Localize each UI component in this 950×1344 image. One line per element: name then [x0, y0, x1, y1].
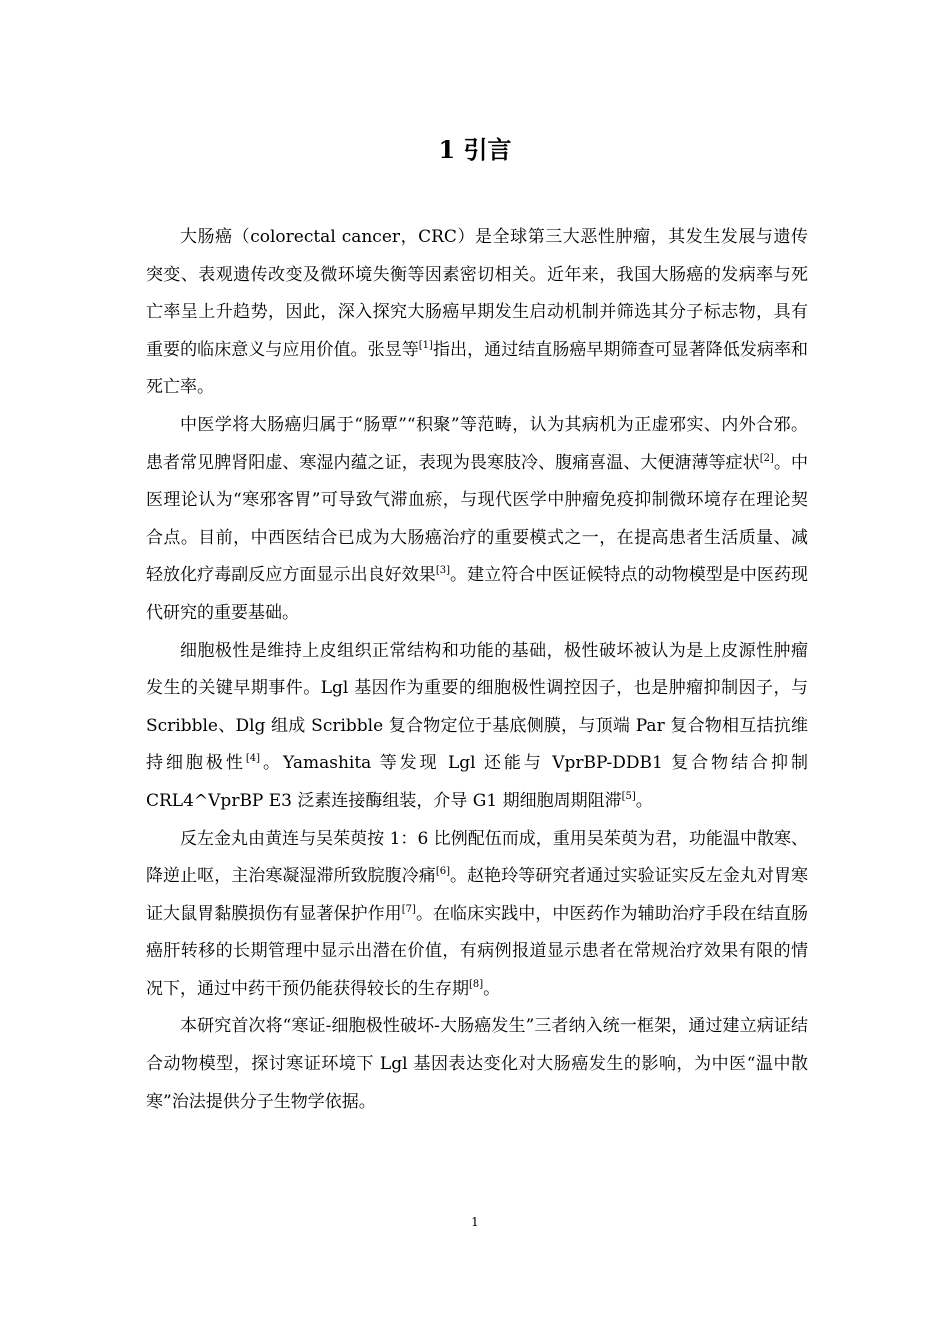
paragraph-text: 本研究首次将“寒证-细胞极性破坏-大肠癌发生”三者纳入统一框架，通过建立病证结合动物模型，探讨寒证环境下 Lgl 基因表达变化对大肠癌发生的影响，为中医“温中散寒”治法提供分子生物学依据。 — [146, 1016, 808, 1112]
paragraph — [146, 219, 808, 407]
citation-ref: [7] — [401, 903, 416, 915]
paragraph-text: 反左金丸由黄连与吴茱萸按 1：6 比例配伍而成，重用吴茱萸为君，功能温中散寒、降逆止呕，主治寒凝湿滞所致脘腹冷痛 — [146, 828, 808, 887]
page-number: 1 — [471, 1215, 479, 1229]
section-title: 1 引言 — [438, 135, 512, 164]
paragraph-text: 指出，通过结直肠癌早期筛查可显著降低发病率和死亡率。 — [146, 339, 809, 398]
body-text — [146, 219, 808, 1121]
paragraph — [146, 821, 808, 1009]
citation-ref: [4] — [245, 753, 261, 765]
paragraph-text: 细胞极性是维持上皮组织正常结构和功能的基础，极性破坏被认为是上皮源性肿瘤发生的关键早期事件。Lgl 基因作为重要的细胞极性调控因子，也是肿瘤抑制因子，与 Scribble、Dlg 组成 Scribble 复合物定位于基底侧膜，与顶端 Par 复合物相互拮抗维持细胞极性 — [146, 640, 808, 774]
paragraph-text: 。 — [635, 790, 653, 811]
paragraph — [146, 1008, 808, 1121]
paragraph-text: 。在临床实践中，中医药作为辅助治疗手段在结直肠癌肝转移的长期管理中显示出潜在价值，有病例报道显示患者在常规治疗效果有限的情况下，通过中药干预仍能获得较长的生存期 — [146, 903, 809, 999]
citation-ref: [8] — [469, 978, 484, 990]
paragraph-text: 。中医理论认为“寒邪客胃”可导致气滞血瘀，与现代医学中肿瘤免疫抑制微环境存在理论契合点。目前，中西医结合已成为大肠癌治疗的重要模式之一，在提高患者生活质量、减轻放化疗毒副反应方面显示出良好效果 — [146, 452, 809, 586]
paragraph-text: 中医学将大肠癌归属于“肠覃”“积聚”等范畴，认为其病机为正虚邪实、内外合邪。患者常见脾肾阳虚、寒湿内蕴之证，表现为畏寒肢冷、腹痛喜温、大便溏薄等症状 — [146, 414, 808, 473]
citation-ref: [2] — [759, 452, 774, 464]
citation-ref: [1] — [418, 339, 433, 351]
citation-ref: [5] — [621, 790, 636, 802]
paragraph-text: 。建立符合中医证候特点的动物模型是中医药现代研究的重要基础。 — [146, 565, 809, 623]
paragraph-text: 。 — [483, 978, 501, 999]
paragraph-text: 。赵艳玲等研究者通过实验证实反左金丸对胃寒证大鼠胃黏膜损伤有显著保护作用 — [146, 866, 809, 924]
paragraph — [146, 407, 808, 633]
paragraph-text: 。Yamashita 等发现 Lgl 还能与 VprBP-DDB1 复合物结合抑制 CRL4^VprBP E3 泛素连接酶组装，介导 G1 期细胞周期阻滞 — [146, 753, 808, 811]
paragraph — [146, 633, 808, 821]
citation-ref: [6] — [435, 866, 450, 878]
citation-ref: [3] — [435, 565, 450, 577]
paragraph-text: 大肠癌（colorectal cancer，CRC）是全球第三大恶性肿瘤，其发生发展与遗传突变、表观遗传改变及微环境失衡等因素密切相关。近年来，我国大肠癌的发病率与死亡率呈上升趋势，因此，深入探究大肠癌早期发生启动机制并筛选其分子标志物，具有重要的临床意义与应用价值。张昱等 — [146, 227, 808, 360]
